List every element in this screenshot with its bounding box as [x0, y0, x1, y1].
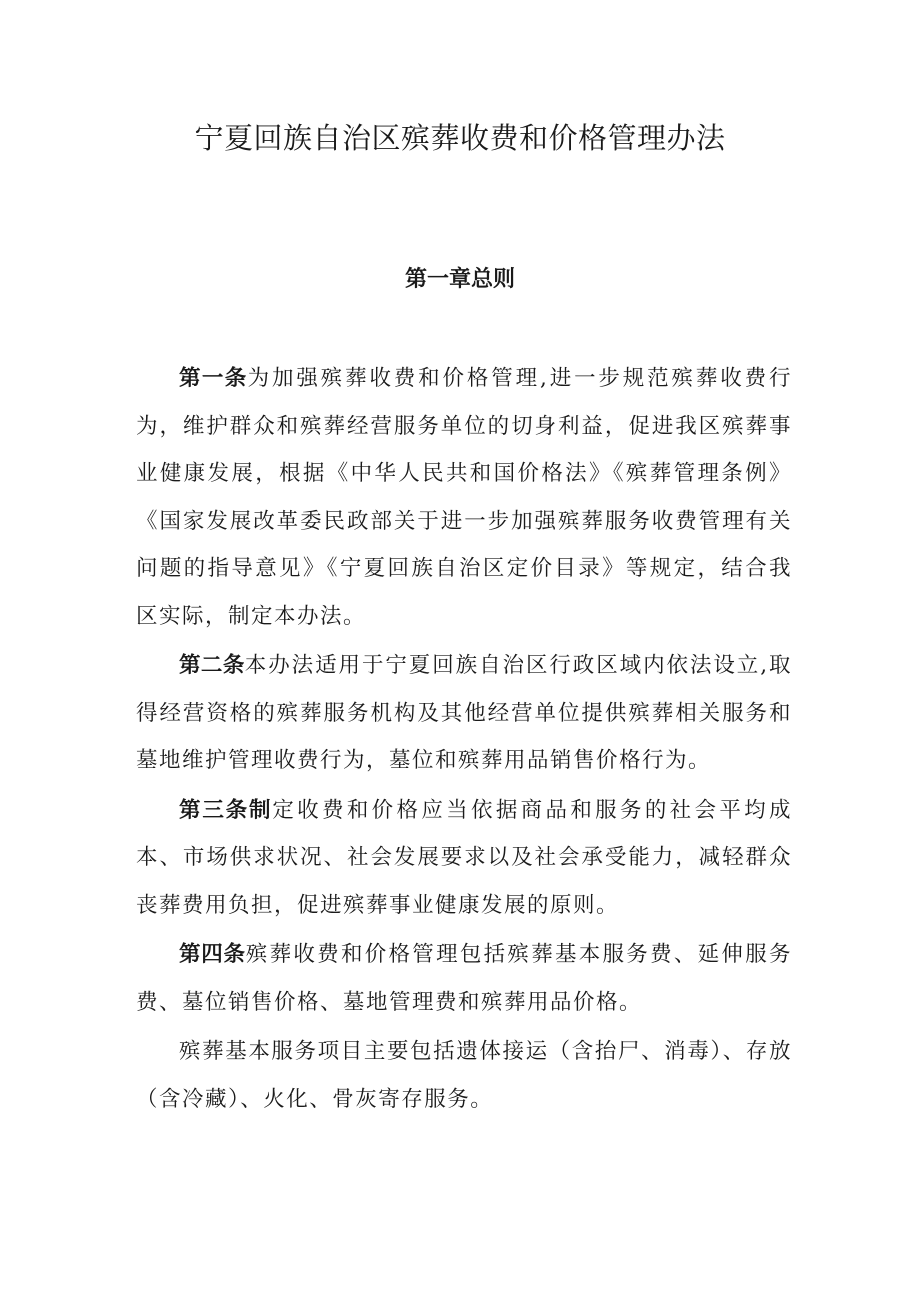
article-1-paragraph	[136, 355, 792, 640]
article-2-text: 本办法适用于宁夏回族自治区行政区域内依法设立,取得经营资格的殡葬服务机构及其他经营单位提供殡葬相关服务和墓地维护管理收费行为，墓位和殡葬用品销售价格行为。	[136, 653, 792, 773]
article-3-paragraph	[136, 787, 792, 930]
chapter-heading: 第一章总则	[404, 267, 515, 292]
article-4-paragraph	[136, 931, 792, 1026]
article-1-text: 为加强殡葬收费和价格管理,进一步规范殡葬收费行为，维护群众和殡葬经营服务单位的切身利益，促进我区殡葬事业健康发展，根据《中华人民共和国价格法》《殡葬管理条例》《国家发展改革委民政部关于进一步加强殡葬服务收费管理有关问题的指导意见》《宁夏回族自治区定价目录》等规定，结合我区实际，制定本办法。	[136, 366, 792, 629]
article-2-paragraph	[136, 642, 792, 785]
article-3-label: 第三条制	[179, 797, 273, 823]
basic-services-paragraph	[136, 1028, 792, 1123]
article-4-label: 第四条	[179, 942, 246, 967]
article-2-label: 第二条	[179, 653, 245, 678]
basic-services-text: 殡葬基本服务项目主要包括遗体接运（含抬尸、消毒）、存放（含冷藏）、火化、骨灰寄存服务。	[136, 1039, 792, 1112]
document-body	[136, 355, 792, 1123]
document-title: 宁夏回族自治区殡葬收费和价格管理办法	[194, 121, 726, 155]
article-3-text: 定收费和价格应当依据商品和服务的社会平均成本、市场供求状况、社会发展要求以及社会承受能力，减轻群众丧葬费用负担，促进殡葬事业健康发展的原则。	[136, 797, 792, 918]
article-1-label: 第一条	[179, 366, 248, 391]
article-4-text: 殡葬收费和价格管理包括殡葬基本服务费、延伸服务费、墓位销售价格、墓地管理费和殡葬用品价格。	[136, 942, 792, 1015]
